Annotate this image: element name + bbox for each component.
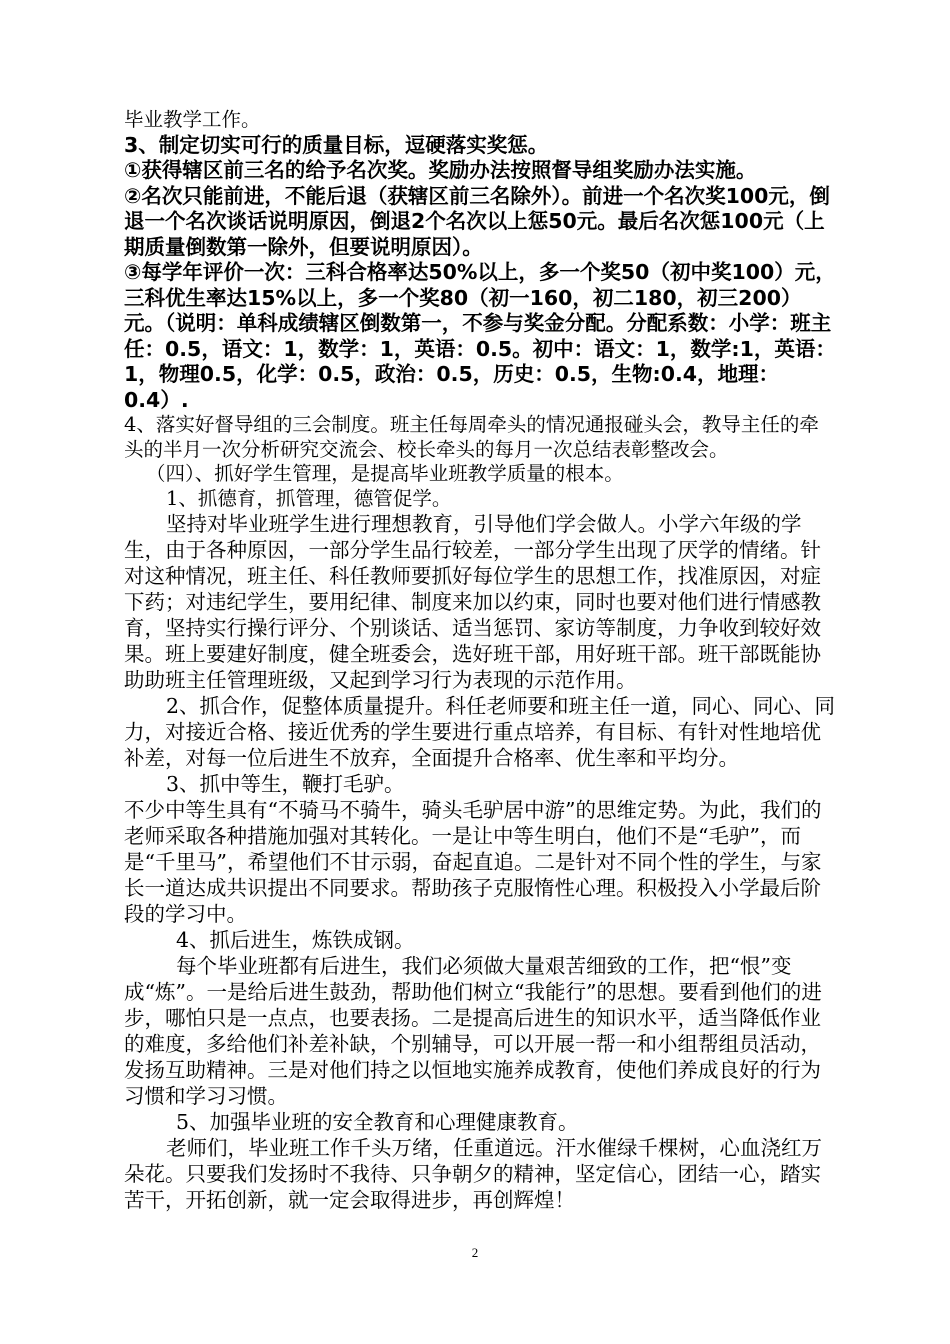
paragraph: 毕业教学工作。: [124, 108, 261, 131]
paragraph: 坚持对毕业班学生进行理想教育，引导他们学会做人。小学六年级的学生，由于各种原因，一部分学生品行较差，一部分学生出现了厌学的情绪。针对这种情况，班主任、科任教师要抓好每位学生的思想工作，找准原因，对症下药；对违纪学生，要用纪律、制度来加以约束，同时也要对他们进行情感教育，坚持实行操行评分、个别谈话、适当惩罚、家访等制度，力争收到较好效果。班上要建好制度，健全班委会，选好班干部，用好班干部。班干部既能协助助班主任管理班级，又起到学习行为表现的示范作用。: [124, 512, 821, 692]
paragraph: ③每学年评价一次：三科合格率达50%以上，多一个奖50（初中奖100）元，三科优生率达15%以上，多一个奖80（初一160，初二180，初三200）元。（说明：单科成绩辖区倒数第一，不参与奖金分配。分配系数：小学：班主任：0.5，语文：1，数学：1，英语：0.5。初中：语文：1，数学:1，英语：1，物理0.5，化学：0.5，政治：0.5，历史：0.5，生物:0.4，地理：0.4）.: [124, 260, 836, 412]
page-number: 2: [471, 1245, 479, 1260]
paragraph: 每个毕业班都有后进生，我们必须做大量艰苦细致的工作，把“恨”变成“炼”。一是给后进生鼓劲，帮助他们树立“我能行”的思想。要看到他们的进步，哪怕只是一点点，也要表扬。二是提高后进生的知识水平，适当降低作业的难度，多给他们补差补缺，个别辅导，可以开展一帮一和小组帮组员活动，发扬互助精神。三是对他们持之以恒地实施养成教育，使他们养成良好的行为习惯和学习习惯。: [124, 954, 822, 1108]
paragraph: 不少中等生具有“不骑马不骑牛，骑头毛驴居中游”的思维定势。为此，我们的老师采取各种措施加强对其转化。一是让中等生明白，他们不是“毛驴”，而是“千里马”，希望他们不甘示弱，奋起直追。二是针对不同个性的学生，与家长一道达成共识提出不同要求。帮助孩子克服惰性心理。积极投入小学最后阶段的学习中。: [124, 798, 822, 926]
section-heading: 3、制定切实可行的质量目标，逗硬落实奖惩。: [124, 132, 549, 157]
paragraph: 4、落实好督导组的三会制度。班主任每周牵头的情况通报碰头会，教导主任的牵头的半月一次分析研究交流会、校长牵头的每月一次总结表彰整改会。: [124, 413, 819, 461]
subheading: 4、抓后进生，炼铁成钢。: [176, 928, 415, 952]
subheading: 1、抓德育，抓管理，德管促学。: [166, 486, 452, 510]
paragraph: ②名次只能前进，不能后退（获辖区前三名除外）。前进一个名次奖100元，倒退一个名次谈话说明原因，倒退2个名次以上惩50元。最后名次惩100元（上期质量倒数第一除外，但要说明原因）。: [124, 183, 830, 259]
paragraph: ①获得辖区前三名的给予名次奖。奖励办法按照督导组奖励办法实施。: [124, 158, 757, 182]
paragraph: 2、抓合作，促整体质量提升。科任老师要和班主任一道，同心、同心、同力，对接近合格、接近优秀的学生要进行重点培养，有目标、有针对性地培优补差，对每一位后进生不放弃，全面提升合格率、优生率和平均分。: [124, 694, 836, 770]
paragraph: 老师们，毕业班工作千头万绪，任重道远。汗水催绿千棵树，心血浇红万朵花。只要我们发扬时不我待、只争朝夕的精神，坚定信心，团结一心，踏实苦干，开拓创新，就一定会取得进步，再创辉煌！: [124, 1136, 822, 1212]
body-text: [124, 108, 836, 1213]
subheading: 5、加强毕业班的安全教育和心理健康教育。: [176, 1110, 579, 1134]
subheading: 3、抓中等生，鞭打毛驴。: [166, 772, 405, 796]
section-heading: （四）、抓好学生管理，是提高毕业班教学质量的根本。: [146, 462, 624, 485]
